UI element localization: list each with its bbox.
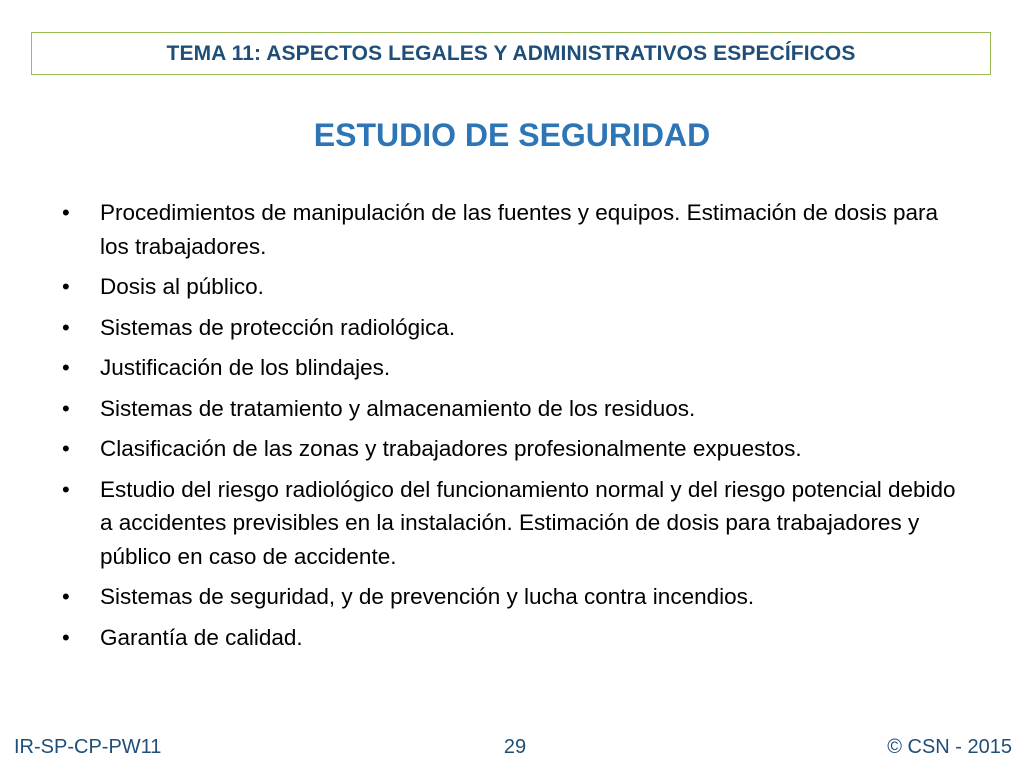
bullet-marker: • <box>62 200 70 225</box>
bullet-item <box>60 351 960 385</box>
footer-copyright: © CSN - 2015 <box>887 736 1012 758</box>
bullet-text: Dosis al público. <box>100 274 264 299</box>
bullet-item <box>60 392 960 426</box>
bullet-list <box>60 196 960 661</box>
footer-page-number: 29 <box>503 736 527 758</box>
bullet-marker: • <box>62 624 70 650</box>
bullet-marker: • <box>62 314 70 340</box>
bullet-text: Justificación de los blindajes. <box>100 355 391 380</box>
bullet-text: Clasificación de las zonas y trabajadores profesionalmente expuestos. <box>100 436 802 461</box>
bullet-text: Garantía de calidad. <box>100 624 303 650</box>
slide-title: ESTUDIO DE SEGURIDAD <box>313 117 711 153</box>
bullet-item <box>60 270 960 304</box>
bullet-text: Estudio del riesgo radiológico del funcionamiento normal y del riesgo potencial debido a accidentes previsibles en la instalación. Estimación de dosis para trabajadores y público en caso de accidente. <box>100 476 956 569</box>
bullet-text: Sistemas de seguridad, y de prevención y lucha contra incendios. <box>100 584 755 609</box>
bullet-item <box>60 311 960 345</box>
bullet-text: Sistemas de tratamiento y almacenamiento de los residuos. <box>100 395 696 421</box>
bullet-item <box>60 473 960 574</box>
footer-document-code: IR-SP-CP-PW11 <box>14 736 162 758</box>
bullet-marker: • <box>62 584 70 609</box>
bullet-text: Sistemas de protección radiológica. <box>100 314 456 340</box>
bullet-item <box>60 621 960 655</box>
bullet-marker: • <box>62 395 70 421</box>
header-title: TEMA 11: ASPECTOS LEGALES Y ADMINISTRATIVOS ESPECÍFICOS <box>166 41 856 65</box>
header-box <box>31 32 991 75</box>
bullet-marker: • <box>62 436 70 461</box>
bullet-item <box>60 580 960 614</box>
bullet-marker: • <box>62 476 70 502</box>
bullet-text: Procedimientos de manipulación de las fuentes y equipos. Estimación de dosis para los trabajadores. <box>100 200 938 259</box>
bullet-item <box>60 196 960 263</box>
bullet-marker: • <box>62 274 70 299</box>
bullet-marker: • <box>62 355 70 380</box>
bullet-item <box>60 432 960 466</box>
